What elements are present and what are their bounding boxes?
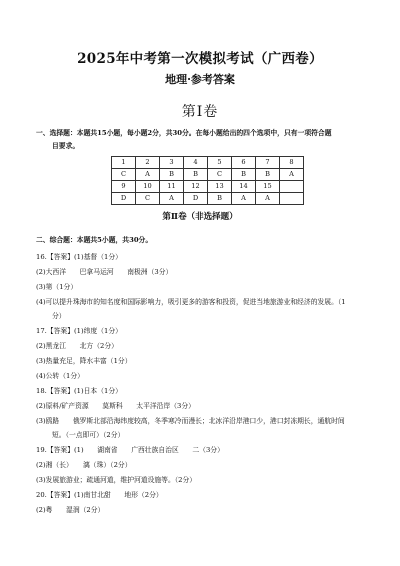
page-subtitle: 地理·参考答案 — [165, 73, 235, 86]
answer-line: 17.【答案】(1)纬度（1分） — [36, 327, 122, 335]
table-cell: 11 — [160, 181, 184, 193]
table-row — [112, 157, 304, 169]
table-cell: D — [112, 193, 136, 205]
answer-line: (4)可以提升珠海市的知名度和国际影响力，吸引更多的游客和投资，促进当地旅游业和经济的发展。（1 — [36, 298, 346, 306]
table-cell: C — [112, 169, 136, 181]
volume-two-heading: 第Ⅱ卷（非选择题） — [162, 212, 238, 222]
table-cell: B — [160, 169, 184, 181]
table-cell: 2 — [136, 157, 160, 169]
table-row — [112, 193, 304, 205]
answer-line: 分） — [52, 312, 66, 320]
table-cell: 5 — [208, 157, 232, 169]
answer-table — [111, 156, 304, 205]
table-cell: 14 — [232, 181, 256, 193]
table-cell: A — [232, 193, 256, 205]
table-cell: A — [256, 193, 280, 205]
table-cell: C — [208, 169, 232, 181]
answer-line: 短。（一点即可）（2分） — [52, 431, 125, 439]
table-cell: 1 — [112, 157, 136, 169]
answer-line: 20.【答案】(1)南甘北甜 地形（2分） — [36, 491, 163, 499]
table-cell: 6 — [232, 157, 256, 169]
answer-line: (2)原料/矿产资源 莫斯科 太平洋沿岸（3分） — [36, 402, 195, 410]
table-cell: 8 — [280, 157, 304, 169]
answer-line: (2)黑龙江 北方（2分） — [36, 342, 118, 350]
table-cell: 13 — [208, 181, 232, 193]
answer-line: (4)公转（1分） — [36, 372, 84, 380]
table-cell: B — [232, 169, 256, 181]
table-cell — [280, 181, 304, 193]
table-cell — [280, 193, 304, 205]
table-cell: 10 — [136, 181, 160, 193]
table-cell: 12 — [184, 181, 208, 193]
table-row — [112, 169, 304, 181]
table-cell: 15 — [256, 181, 280, 193]
table-row — [112, 181, 304, 193]
answer-line: (2)粤 湿润（2分） — [36, 506, 105, 514]
part2-heading: 二、综合题：本题共5小题，共30分。 — [36, 236, 153, 244]
table-cell: 3 — [160, 157, 184, 169]
table-cell: 7 — [256, 157, 280, 169]
answer-line: (3)发展旅游业；疏通河道，维护河道设施等。（2分） — [36, 476, 197, 484]
volume-one-heading: 第Ⅰ卷 — [181, 104, 219, 120]
answer-line: 18.【答案】(1)日本（1分） — [36, 387, 122, 395]
table-cell: 9 — [112, 181, 136, 193]
table-cell: B — [184, 169, 208, 181]
answer-line: (2)大西洋 巴拿马运河 南极洲（3分） — [36, 268, 173, 276]
part1-heading-cont: 目要求。 — [52, 142, 80, 150]
answer-line: (3)第（1分） — [36, 283, 78, 291]
table-cell: C — [136, 193, 160, 205]
answer-line: (3)鸥路 俄罗斯北部沿海纬度较高，冬季寒冷而漫长；北冰洋沿岸港口少，港口封冻期长，通航时间 — [36, 417, 345, 425]
table-cell: D — [184, 193, 208, 205]
answer-line: 19.【答案】(1) 湖南省 广西壮族自治区 二（3分） — [36, 446, 224, 454]
answer-line: (2)湘（长） 漓（珠）（2分） — [36, 461, 132, 469]
part1-heading: 一、选择题：本题共15小题，每小题2分，共30分。在每小题给出的四个选项中，只有一项符合题 — [36, 129, 332, 137]
page-title: 2025年中考第一次模拟考试（广西卷） — [77, 51, 323, 67]
table-cell: B — [256, 169, 280, 181]
table-cell: B — [208, 193, 232, 205]
table-cell: A — [160, 193, 184, 205]
table-cell: A — [280, 169, 304, 181]
table-cell: 4 — [184, 157, 208, 169]
table-cell: A — [136, 169, 160, 181]
answer-line: (3)热量充足，降水丰富（1分） — [36, 357, 132, 365]
answer-line: 16.【答案】(1)基督（1分） — [36, 253, 122, 261]
